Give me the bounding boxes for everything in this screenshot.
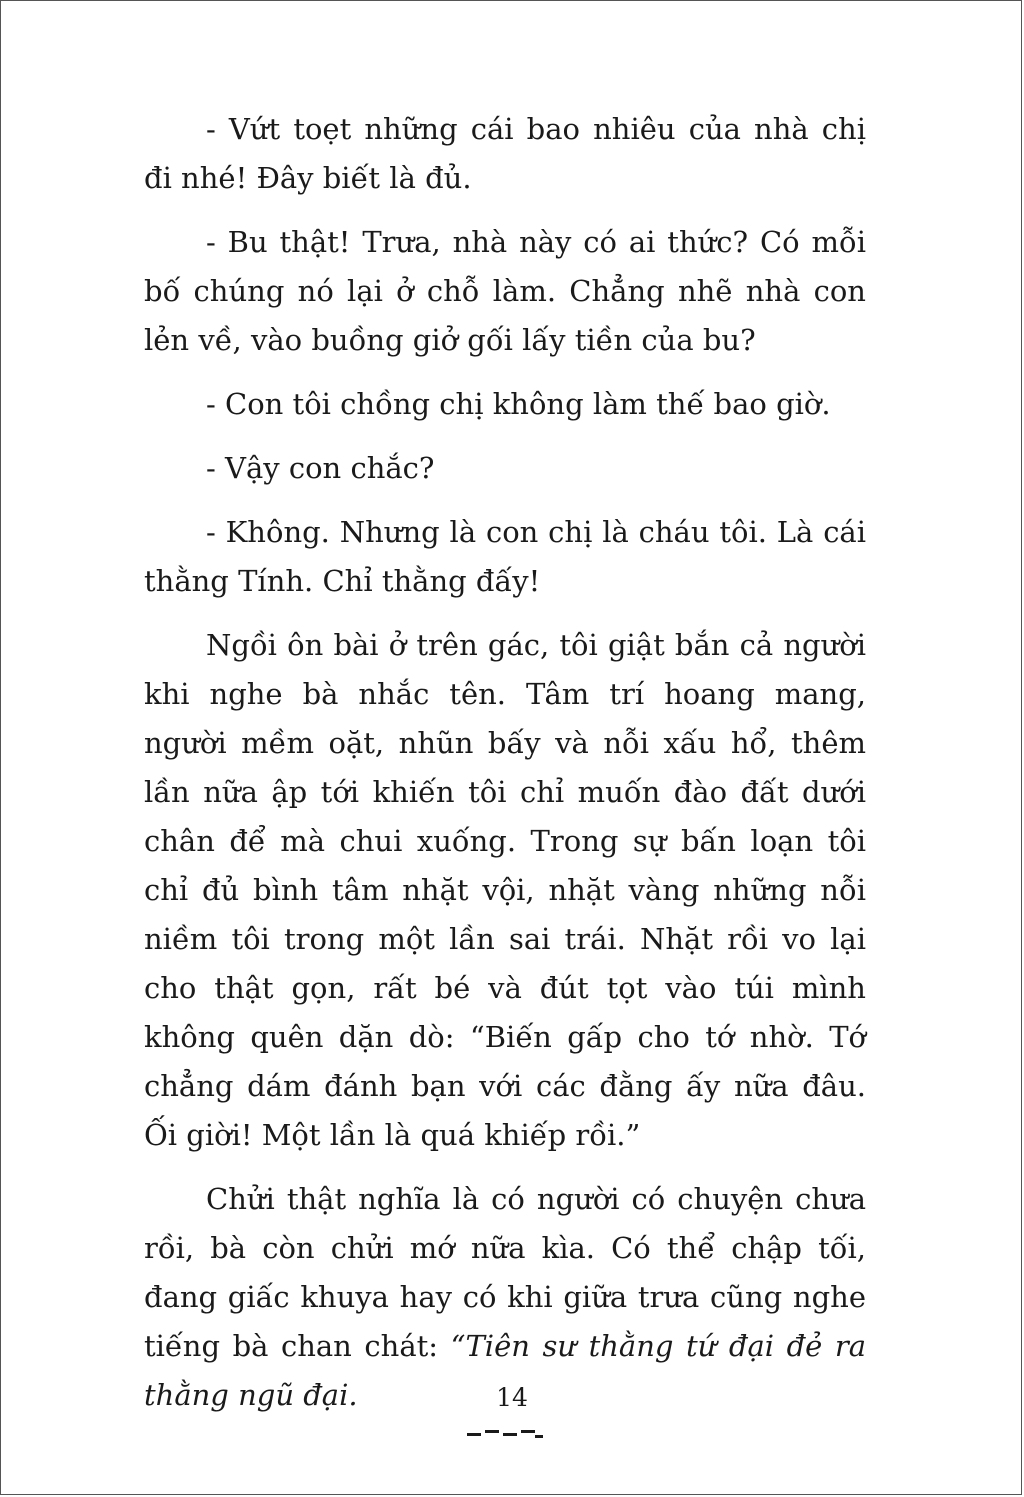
paragraph-2: - Bu thật! Trưa, nhà này có ai thức? Có mỗi bố chúng nó lại ở chỗ làm. Chẳng nhẽ nhà con lẻn về, vào buồng giở gối lấy tiền của bu? [144,225,866,357]
paragraph-6: Ngồi ôn bài ở trên gác, tôi giật bắn cả người khi nghe bà nhắc tên. Tâm trí hoang mang, người mềm oặt, nhũn bấy và nỗi xấu hổ, thêm lần nữa ập tới khiến tôi chỉ muốn đào đất dưới chân để mà chui xuống. Trong sự bấn loạn tôi chỉ đủ bình tâm nhặt vội, nhặt vàng những nỗi niềm tôi trong một lần sai trái. Nhặt rồi vo lại cho thật gọn, rất bé và đút tọt vào túi mình không quên dặn dò: “Biến gấp cho tớ nhờ. Tớ chẳng dám đánh bạn với các đằng ấy nữa đâu. Ối giời! Một lần là quá khiếp rồi.” [144,628,866,1152]
page-number-ornament [467,1429,543,1439]
page-number: 14 [496,1383,528,1412]
paragraph-7-text: Chửi thật nghĩa là có người có chuyện chưa rồi, bà còn chửi mớ nữa kìa. Có thể chập tối, đang giấc khuya hay có khi giữa trưa cũng nghe tiếng bà chan chát: [144,1182,866,1363]
paragraph-5: - Không. Nhưng là con chị là cháu tôi. Là cái thằng Tính. Chỉ thằng đấy! [144,515,866,598]
paragraph-3: - Con tôi chồng chị không làm thế bao giờ. [206,387,831,421]
paragraph-4: - Vậy con chắc? [206,451,435,485]
paragraph-1: - Vứt toẹt những cái bao nhiêu của nhà chị đi nhé! Đây biết là đủ. [144,112,866,195]
paragraph-7-italic-quote: “Tiên sư thằng tứ đại đẻ ra thằng ngũ đại. [144,1329,867,1412]
body-text [144,105,866,1435]
